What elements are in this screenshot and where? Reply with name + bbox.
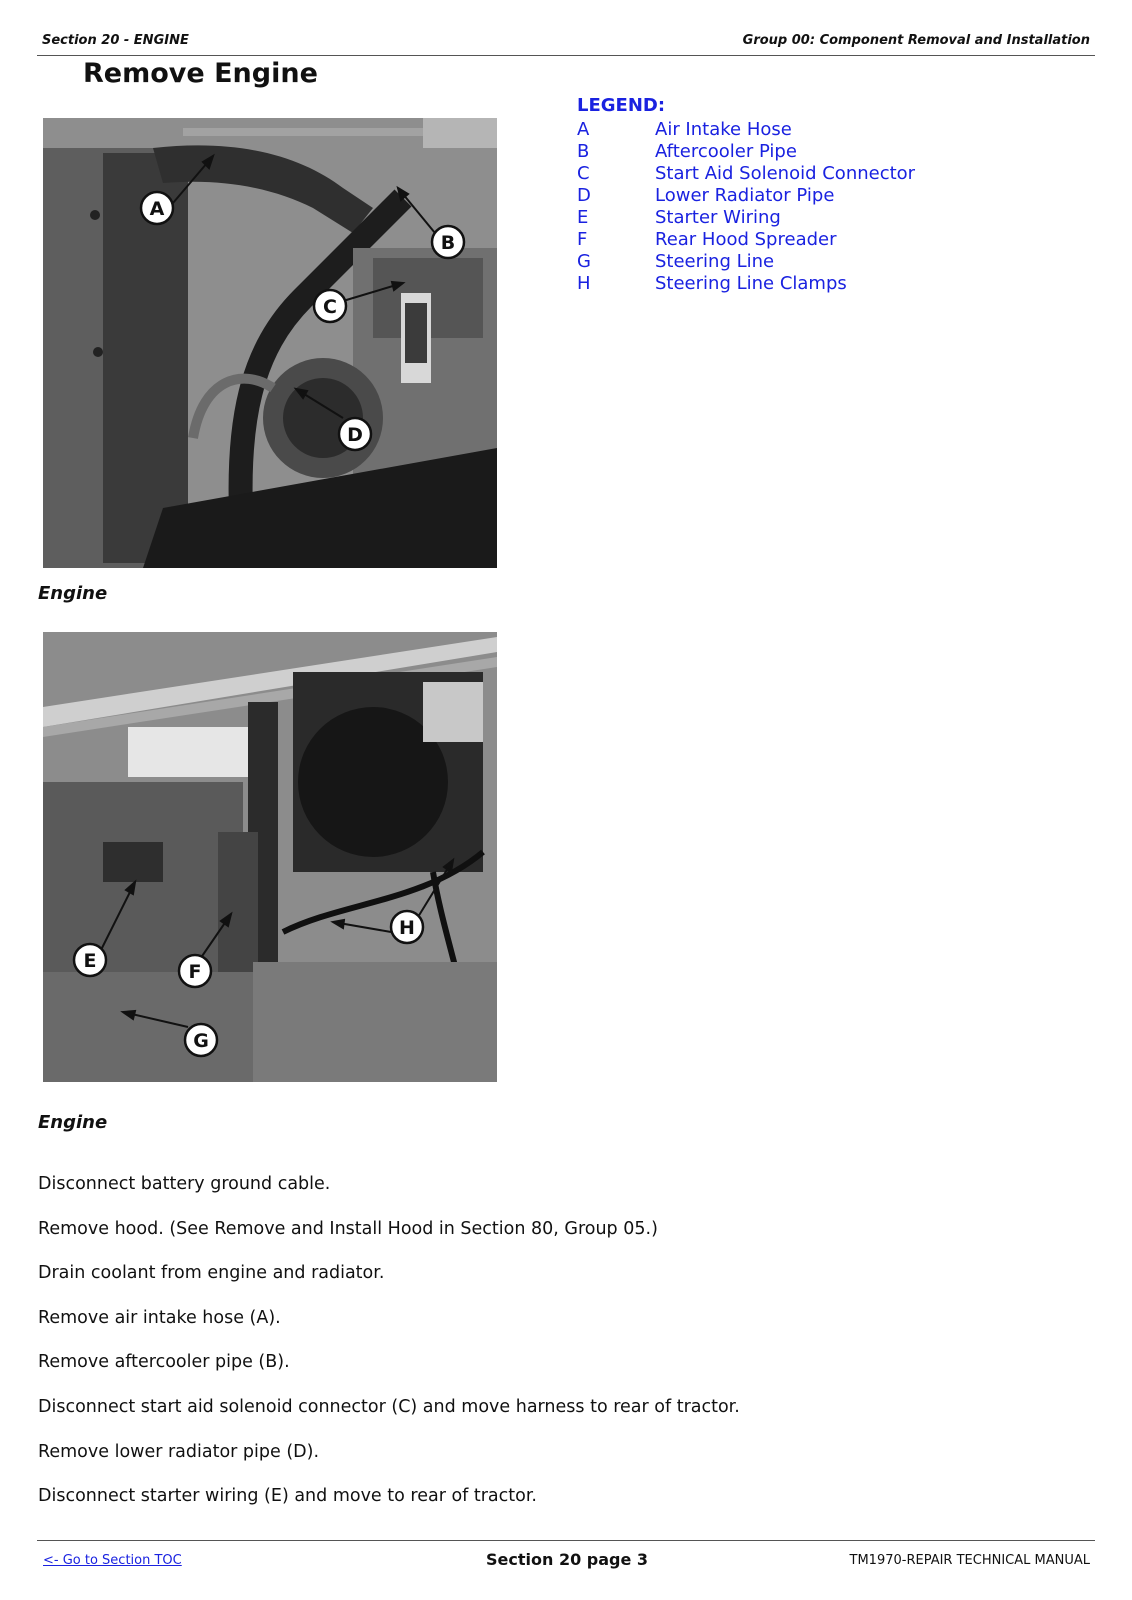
legend-label: Starter Wiring: [655, 207, 781, 228]
header-divider: [37, 55, 1095, 56]
legend-key: E: [577, 207, 589, 228]
callout-H: [391, 911, 423, 943]
legend: [577, 95, 915, 295]
callout-E: [74, 944, 106, 976]
legend-item: [577, 273, 915, 295]
legend-key: A: [577, 119, 590, 140]
legend-label: Lower Radiator Pipe: [655, 185, 835, 206]
legend-key: F: [577, 229, 588, 250]
manual-title: TM1970-REPAIR TECHNICAL MANUAL: [849, 1553, 1090, 1568]
footer-divider: [37, 1540, 1095, 1541]
legend-item: [577, 119, 915, 141]
header-group: Group 00: Component Removal and Installation: [742, 33, 1090, 48]
callout-B: [432, 226, 464, 258]
legend-item: [577, 141, 915, 163]
page-title: Remove Engine: [83, 58, 318, 89]
legend-item: [577, 163, 915, 185]
engine-figure-2: [43, 632, 497, 1082]
procedure-step: Remove air intake hose (A).: [38, 1307, 281, 1328]
callout-D: [339, 418, 371, 450]
legend-label: Steering Line Clamps: [655, 273, 847, 294]
legend-item: [577, 229, 915, 251]
legend-label: Air Intake Hose: [655, 119, 792, 140]
legend-title: LEGEND:: [577, 95, 666, 116]
svg-text:G: G: [193, 1030, 209, 1052]
callout-G: [185, 1024, 217, 1056]
svg-text:D: D: [347, 424, 363, 446]
legend-label: Steering Line: [655, 251, 775, 272]
legend-item: [577, 185, 915, 207]
legend-label: Rear Hood Spreader: [655, 229, 837, 250]
callout-C: [314, 290, 346, 322]
svg-text:F: F: [188, 961, 202, 983]
legend-key: C: [577, 163, 590, 184]
procedure-step: Remove lower radiator pipe (D).: [38, 1441, 320, 1462]
engine-figure-1: [43, 118, 497, 568]
legend-label: Start Aid Solenoid Connector: [655, 163, 916, 184]
procedure-step: Disconnect battery ground cable.: [38, 1174, 331, 1194]
legend-key: B: [577, 141, 590, 162]
header-section: Section 20 - ENGINE: [42, 33, 189, 48]
procedure-step: Remove aftercooler pipe (B).: [38, 1352, 290, 1373]
svg-text:C: C: [323, 296, 337, 318]
engine-illustration-2: [43, 632, 497, 1082]
procedure-step: Remove hood. (See Remove and Install Hood in Section 80, Group 05.): [38, 1218, 658, 1239]
engine-illustration-1: [43, 118, 497, 568]
page-number: Section 20 page 3: [486, 1550, 649, 1569]
svg-text:B: B: [440, 232, 456, 254]
svg-text:H: H: [399, 917, 415, 939]
svg-text:E: E: [83, 950, 97, 972]
legend-item: [577, 251, 915, 273]
section-toc-link[interactable]: <- Go to Section TOC: [43, 1553, 182, 1568]
callout-F: [179, 955, 211, 987]
figure-caption-2: Engine: [38, 1112, 108, 1133]
legend-key: G: [577, 251, 591, 272]
figure-caption-1: Engine: [38, 583, 108, 604]
svg-text:A: A: [149, 198, 165, 220]
procedure-step: Drain coolant from engine and radiator.: [38, 1263, 385, 1284]
legend-label: Aftercooler Pipe: [655, 141, 797, 162]
legend-key: H: [577, 273, 591, 294]
legend-item: [577, 207, 915, 229]
procedure-step: Disconnect start aid solenoid connector (C) and move harness to rear of tractor.: [38, 1396, 740, 1417]
procedure-steps: [38, 1172, 1088, 1529]
legend-key: D: [577, 185, 591, 206]
procedure-step: Disconnect starter wiring (E) and move to rear of tractor.: [38, 1486, 537, 1507]
callout-A: [141, 192, 173, 224]
